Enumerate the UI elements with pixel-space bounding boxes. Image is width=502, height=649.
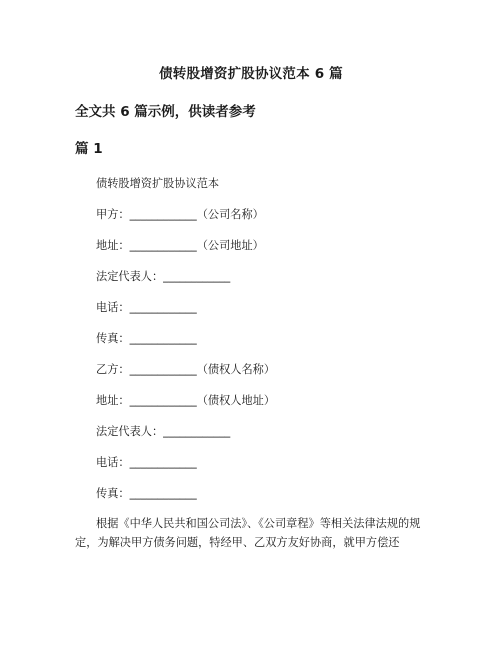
party-b-phone-line: 电话：____________ [96, 456, 197, 469]
body-paragraph: 根据《中华人民共和国公司法》、《公司章程》等相关法律法规的规定，为解决甲方债务问题，特经甲、乙双方友好协商，就甲方偿还 [75, 517, 421, 549]
party-a-representative-line: 法定代表人：____________ [96, 270, 231, 283]
agreement-name-line: 债转股增资扩股协议范本 [96, 177, 220, 190]
party-a-name-line: 甲方：____________（公司名称） [96, 208, 264, 221]
document-subtitle: 全文共 6 篇示例，供读者参考 [75, 104, 256, 120]
party-b-representative-line: 法定代表人：____________ [96, 425, 231, 438]
party-b-address-line: 地址：____________（债权人地址） [96, 394, 276, 407]
document-title: 债转股增资扩股协议范本 6 篇 [159, 66, 343, 82]
party-b-fax-line: 传真：____________ [96, 487, 197, 500]
party-a-address-line: 地址：____________（公司地址） [96, 239, 264, 252]
party-b-name-line: 乙方：____________（债权人名称） [96, 363, 276, 376]
party-a-phone-line: 电话：____________ [96, 301, 197, 314]
party-a-fax-line: 传真：____________ [96, 332, 197, 345]
section-heading: 篇 1 [75, 141, 103, 157]
